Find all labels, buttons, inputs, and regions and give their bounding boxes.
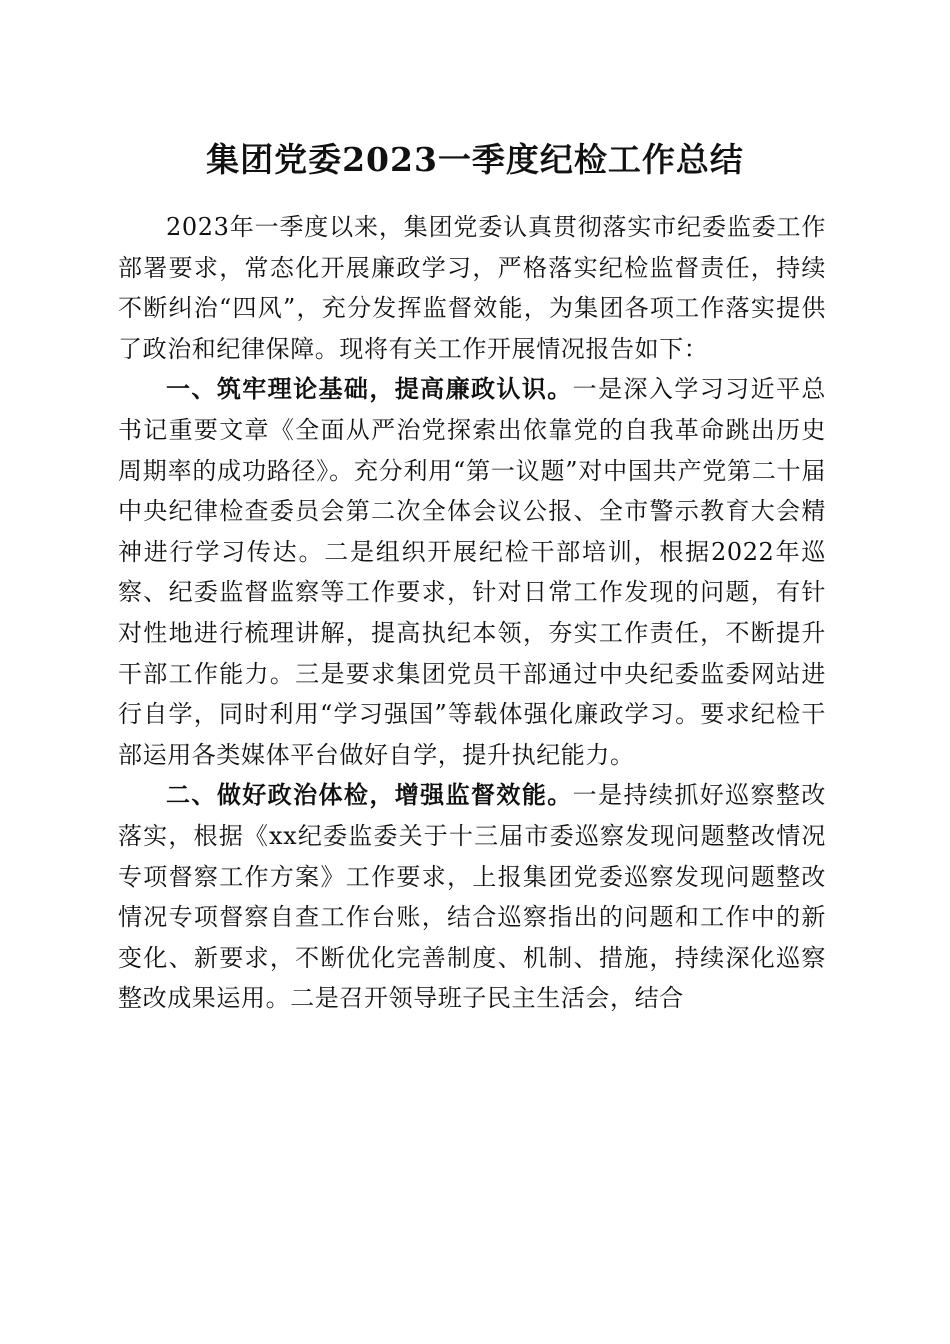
document-body xyxy=(118,207,826,1019)
section-2-heading: 二、做好政治体检，增强监督效能。 xyxy=(166,780,573,810)
section-1-paragraph xyxy=(118,369,826,775)
page-title: 集团党委2023一季度纪检工作总结 xyxy=(206,140,744,179)
section-2-paragraph xyxy=(118,775,826,1019)
paragraph-text: 一是深入学习习近平总书记重要文章《全面从严治党探索出依靠党的自我革命跳出历史周期率的成功路径》。充分利用“第一议题”对中国共产党第二十届中央纪律检查委员会第二次全体会议公报、全市警示教育大会精神进行学习传达。二是组织开展纪检干部培训，根据2022年巡察、纪委监督监察等工作要求，针对日常工作发现的问题，有针对性地进行梳理讲解，提高执纪本领，夯实工作责任，不断提升干部工作能力。三是要求集团党员干部通过中央纪委监委网站进行自学，同时利用“学习强国”等载体强化廉政学习。要求纪检干部运用各类媒体平台做好自学，提升执纪能力。 xyxy=(118,375,826,769)
paragraph-text: 一是持续抓好巡察整改落实，根据《xx纪委监委关于十三届市委巡察发现问题整改情况专项督察工作方案》工作要求，上报集团党委巡察发现问题整改情况专项督察自查工作台账，结合巡察指出的问题和工作中的新变化、新要求，不断优化完善制度、机制、措施，持续深化巡察整改成果运用。二是召开领导班子民主生活会，结合 xyxy=(118,781,826,1013)
paragraph-text: 2023年一季度以来，集团党委认真贯彻落实市纪委监委工作部署要求，常态化开展廉政学习，严格落实纪检监督责任，持续不断纠治“四风”，充分发挥监督效能，为集团各项工作落实提供了政治和纪律保障。现将有关工作开展情况报告如下： xyxy=(118,213,826,363)
intro-paragraph xyxy=(118,207,826,369)
section-1-heading: 一、筑牢理论基础，提高廉政认识。 xyxy=(166,374,573,404)
